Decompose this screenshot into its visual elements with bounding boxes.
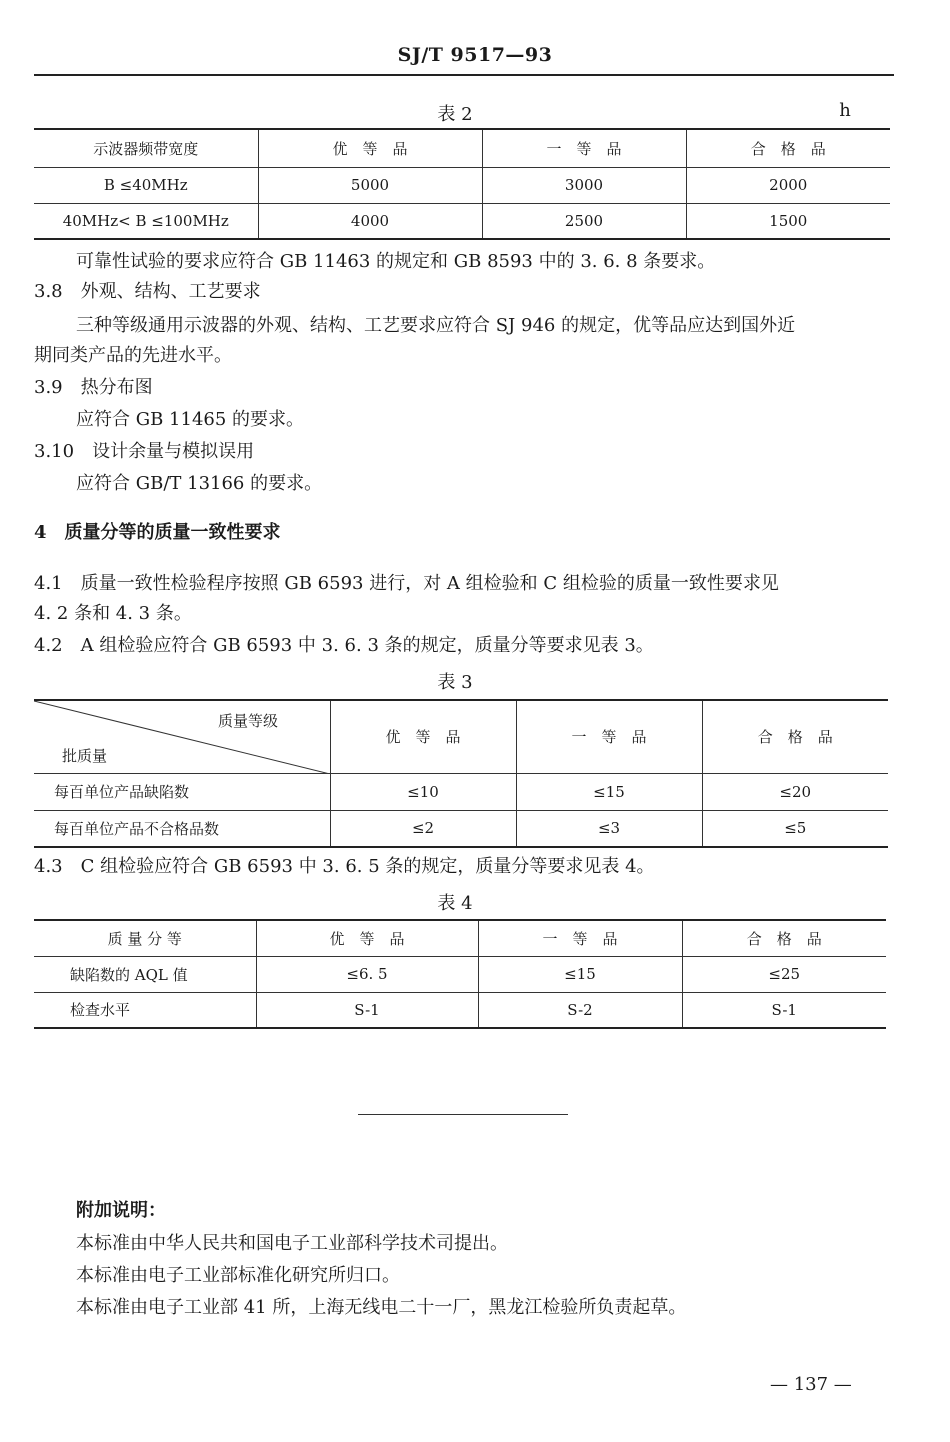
table-row [34,203,890,239]
table-header-cell: 合 格 品 [686,129,890,167]
table-header-cell: 一 等 品 [482,129,686,167]
table-row [34,810,888,847]
table3-corner-top-label: 质量等级 [218,712,279,730]
table-row [34,773,888,810]
table-cell: ≤5 [702,810,888,847]
section-3-8-line2: 期同类产品的先进水平。 [34,345,232,366]
table-cell: ≤15 [516,773,702,810]
table3 [34,699,888,848]
table-cell: B ≤40MHz [103,176,188,194]
table-row [34,956,886,992]
header-rule [34,74,894,76]
table-header-cell: 一 等 品 [478,920,682,956]
table3-corner-bottom-label: 批质量 [62,747,108,765]
notes-line-1: 本标准由中华人民共和国电子工业部科学技术司提出。 [76,1233,508,1254]
section-4-2-text: 4.2 A 组检验应符合 GB 6593 中 3. 6. 3 条的规定，质量分等要求见表 3。 [34,635,654,656]
table-cell: ≤20 [702,773,888,810]
table-header-cell: 合 格 品 [702,700,888,773]
table-row [34,992,886,1028]
section-3-10-heading: 3.10 设计余量与模拟误用 [34,441,255,462]
section-3-10-body: 应符合 GB/T 13166 的要求。 [76,473,323,494]
table-header-cell: 一 等 品 [516,700,702,773]
reliability-paragraph: 可靠性试验的要求应符合 GB 11463 的规定和 GB 8593 中的 3. 6. 8 条要求。 [76,251,716,272]
table-cell: S-1 [682,992,886,1028]
table-cell: 2000 [686,167,890,203]
page-number: — 137 — [770,1374,852,1395]
table-row [34,700,888,773]
table-cell: ≤6. 5 [256,956,478,992]
section-4-heading: 4 质量分等的质量一致性要求 [34,522,281,543]
table-header-cell: 优 等 品 [258,129,482,167]
table-header-cell: 合 格 品 [682,920,886,956]
table-cell: ≤25 [682,956,886,992]
table-header-cell: 优 等 品 [256,920,478,956]
table-cell: 每百单位产品不合格品数 [54,819,220,838]
notes-title: 附加说明： [76,1200,166,1221]
notes-line-2: 本标准由电子工业部标准化研究所归口。 [76,1265,400,1286]
table-cell: S-1 [256,992,478,1028]
table-cell: 缺陷数的 AQL 值 [70,965,188,984]
table-cell: S-2 [478,992,682,1028]
table2-caption: 表 2 [437,104,473,125]
table-cell: ≤3 [516,810,702,847]
table-cell: 4000 [258,203,482,239]
section-4-1-line2: 4. 2 条和 4. 3 条。 [34,603,192,624]
section-3-8-heading: 3.8 外观、结构、工艺要求 [34,281,261,302]
table-cell: 1500 [686,203,890,239]
standard-number: SJ/T 9517—93 [397,44,553,66]
section-3-8-line1: 三种等级通用示波器的外观、结构、工艺要求应符合 SJ 946 的规定，优等品应达到国外近 [76,315,796,336]
table4-caption: 表 4 [437,893,473,914]
table-cell: ≤15 [478,956,682,992]
table2-unit: h [839,100,851,121]
section-4-3-text: 4.3 C 组检验应符合 GB 6593 中 3. 6. 5 条的规定，质量分等要求见表 4。 [34,856,655,877]
table4 [34,919,886,1029]
table-cell: ≤2 [330,810,516,847]
table-header-cell: 示波器频带宽度 [93,139,199,158]
table-row [34,129,890,167]
table-cell: 检查水平 [70,1001,131,1020]
notes-line-3: 本标准由电子工业部 41 所，上海无线电二十一厂，黑龙江检验所负责起草。 [76,1297,687,1318]
table-cell: 40MHz< B ≤100MHz [62,211,229,230]
table-cell: 每百单位产品缺陷数 [54,783,190,801]
table-header-cell: 优 等 品 [330,700,516,773]
table-cell: 5000 [258,167,482,203]
end-rule [358,1114,568,1115]
table3-corner-cell [34,700,330,773]
table-header-cell: 质 量 分 等 [107,929,182,948]
table-cell: 2500 [482,203,686,239]
table-row [34,920,886,956]
section-3-9-heading: 3.9 热分布图 [34,377,153,398]
section-3-9-body: 应符合 GB 11465 的要求。 [76,409,305,430]
table2 [34,128,890,240]
section-4-1-line1: 4.1 质量一致性检验程序按照 GB 6593 进行，对 A 组检验和 C 组检验的质量一致性要求见 [34,573,779,594]
table-row [34,167,890,203]
table-cell: 3000 [482,167,686,203]
table3-caption: 表 3 [437,672,473,693]
table-cell: ≤10 [330,773,516,810]
